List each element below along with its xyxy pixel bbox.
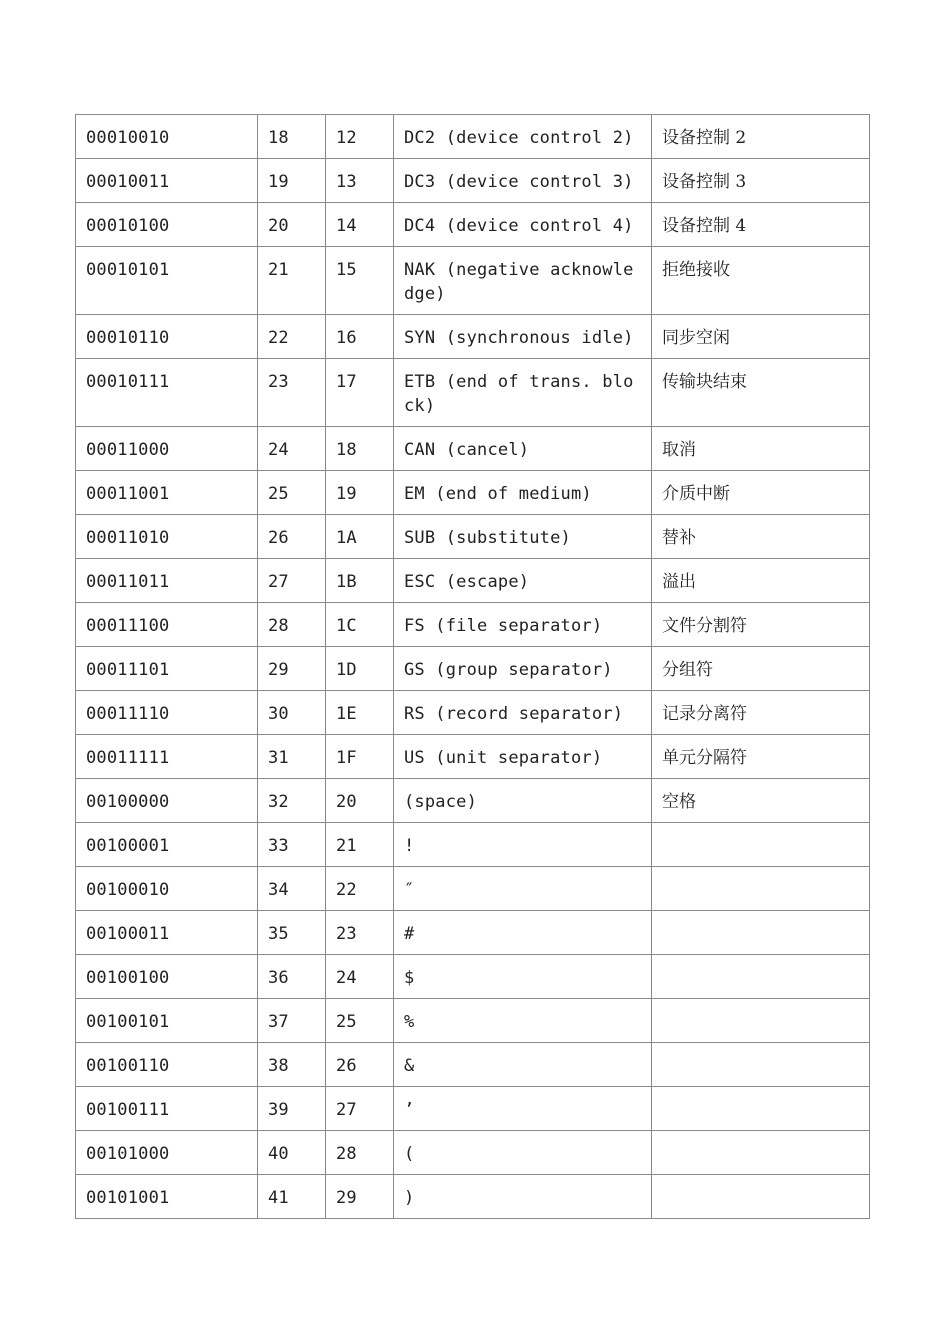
decimal-cell: 28 [258, 603, 326, 647]
table-row [76, 159, 870, 203]
chinese-description-cell: 设备控制 3 [652, 159, 870, 203]
description-cell: ESC (escape) [394, 559, 652, 603]
ascii-table [75, 114, 870, 1219]
binary-cell: 00011010 [76, 515, 258, 559]
table-row [76, 1175, 870, 1219]
binary-cell: 00100111 [76, 1087, 258, 1131]
description-cell: ’ [394, 1087, 652, 1131]
table-row [76, 823, 870, 867]
description-cell: GS (group separator) [394, 647, 652, 691]
hex-cell: 24 [326, 955, 394, 999]
binary-cell: 00101000 [76, 1131, 258, 1175]
table-row [76, 999, 870, 1043]
binary-cell: 00100010 [76, 867, 258, 911]
binary-cell: 00011001 [76, 471, 258, 515]
description-cell: ″ [394, 867, 652, 911]
binary-cell: 00011100 [76, 603, 258, 647]
decimal-cell: 33 [258, 823, 326, 867]
chinese-description-cell: 替补 [652, 515, 870, 559]
decimal-cell: 39 [258, 1087, 326, 1131]
hex-cell: 21 [326, 823, 394, 867]
description-cell: DC3 (device control 3) [394, 159, 652, 203]
hex-cell: 12 [326, 115, 394, 159]
chinese-description-cell: 取消 [652, 427, 870, 471]
binary-cell: 00011011 [76, 559, 258, 603]
binary-cell: 00010011 [76, 159, 258, 203]
decimal-cell: 30 [258, 691, 326, 735]
description-cell: ) [394, 1175, 652, 1219]
binary-cell: 00100110 [76, 1043, 258, 1087]
description-cell: % [394, 999, 652, 1043]
hex-cell: 14 [326, 203, 394, 247]
decimal-cell: 26 [258, 515, 326, 559]
chinese-description-cell: 拒绝接收 [652, 247, 870, 315]
hex-cell: 19 [326, 471, 394, 515]
decimal-cell: 27 [258, 559, 326, 603]
hex-cell: 27 [326, 1087, 394, 1131]
chinese-description-cell [652, 911, 870, 955]
binary-cell: 00010110 [76, 315, 258, 359]
table-row [76, 1043, 870, 1087]
chinese-description-cell: 单元分隔符 [652, 735, 870, 779]
hex-cell: 1B [326, 559, 394, 603]
table-row [76, 427, 870, 471]
chinese-description-cell: 同步空闲 [652, 315, 870, 359]
decimal-cell: 25 [258, 471, 326, 515]
binary-cell: 00010111 [76, 359, 258, 427]
table-row [76, 471, 870, 515]
hex-cell: 22 [326, 867, 394, 911]
binary-cell: 00010101 [76, 247, 258, 315]
table-row [76, 515, 870, 559]
chinese-description-cell: 传输块结束 [652, 359, 870, 427]
chinese-description-cell: 分组符 [652, 647, 870, 691]
binary-cell: 00100011 [76, 911, 258, 955]
decimal-cell: 35 [258, 911, 326, 955]
chinese-description-cell: 介质中断 [652, 471, 870, 515]
table-row [76, 779, 870, 823]
decimal-cell: 23 [258, 359, 326, 427]
table-row [76, 603, 870, 647]
binary-cell: 00100100 [76, 955, 258, 999]
chinese-description-cell: 文件分割符 [652, 603, 870, 647]
description-cell: US (unit separator) [394, 735, 652, 779]
binary-cell: 00011110 [76, 691, 258, 735]
hex-cell: 23 [326, 911, 394, 955]
description-cell: SUB (substitute) [394, 515, 652, 559]
binary-cell: 00010100 [76, 203, 258, 247]
chinese-description-cell [652, 823, 870, 867]
table-row [76, 359, 870, 427]
hex-cell: 20 [326, 779, 394, 823]
description-cell: FS (file separator) [394, 603, 652, 647]
chinese-description-cell [652, 1175, 870, 1219]
chinese-description-cell [652, 1043, 870, 1087]
decimal-cell: 32 [258, 779, 326, 823]
description-cell: EM (end of medium) [394, 471, 652, 515]
hex-cell: 16 [326, 315, 394, 359]
hex-cell: 1A [326, 515, 394, 559]
description-cell: (space) [394, 779, 652, 823]
table-row [76, 911, 870, 955]
chinese-description-cell: 溢出 [652, 559, 870, 603]
decimal-cell: 22 [258, 315, 326, 359]
hex-cell: 26 [326, 1043, 394, 1087]
decimal-cell: 36 [258, 955, 326, 999]
table-row [76, 1131, 870, 1175]
table-row [76, 1087, 870, 1131]
description-cell: CAN (cancel) [394, 427, 652, 471]
hex-cell: 29 [326, 1175, 394, 1219]
decimal-cell: 34 [258, 867, 326, 911]
table-row [76, 691, 870, 735]
chinese-description-cell [652, 1087, 870, 1131]
table-row [76, 115, 870, 159]
description-cell: # [394, 911, 652, 955]
chinese-description-cell: 空格 [652, 779, 870, 823]
hex-cell: 1C [326, 603, 394, 647]
chinese-description-cell: 记录分离符 [652, 691, 870, 735]
hex-cell: 25 [326, 999, 394, 1043]
chinese-description-cell [652, 867, 870, 911]
hex-cell: 15 [326, 247, 394, 315]
description-cell: NAK (negative acknowledge) [394, 247, 652, 315]
decimal-cell: 41 [258, 1175, 326, 1219]
description-cell: SYN (synchronous idle) [394, 315, 652, 359]
hex-cell: 1D [326, 647, 394, 691]
decimal-cell: 21 [258, 247, 326, 315]
description-cell: ! [394, 823, 652, 867]
hex-cell: 28 [326, 1131, 394, 1175]
chinese-description-cell: 设备控制 4 [652, 203, 870, 247]
ascii-table-body [76, 115, 870, 1219]
description-cell: & [394, 1043, 652, 1087]
chinese-description-cell [652, 999, 870, 1043]
table-row [76, 559, 870, 603]
description-cell: RS (record separator) [394, 691, 652, 735]
decimal-cell: 40 [258, 1131, 326, 1175]
chinese-description-cell [652, 955, 870, 999]
decimal-cell: 18 [258, 115, 326, 159]
decimal-cell: 20 [258, 203, 326, 247]
description-cell: ( [394, 1131, 652, 1175]
decimal-cell: 31 [258, 735, 326, 779]
binary-cell: 00100001 [76, 823, 258, 867]
binary-cell: 00101001 [76, 1175, 258, 1219]
decimal-cell: 19 [258, 159, 326, 203]
hex-cell: 18 [326, 427, 394, 471]
table-row [76, 247, 870, 315]
table-row [76, 647, 870, 691]
decimal-cell: 37 [258, 999, 326, 1043]
description-cell: ETB (end of trans. block) [394, 359, 652, 427]
chinese-description-cell [652, 1131, 870, 1175]
binary-cell: 00100000 [76, 779, 258, 823]
binary-cell: 00010010 [76, 115, 258, 159]
description-cell: $ [394, 955, 652, 999]
chinese-description-cell: 设备控制 2 [652, 115, 870, 159]
binary-cell: 00011101 [76, 647, 258, 691]
decimal-cell: 38 [258, 1043, 326, 1087]
description-cell: DC4 (device control 4) [394, 203, 652, 247]
decimal-cell: 29 [258, 647, 326, 691]
table-row [76, 203, 870, 247]
hex-cell: 1F [326, 735, 394, 779]
description-cell: DC2 (device control 2) [394, 115, 652, 159]
decimal-cell: 24 [258, 427, 326, 471]
hex-cell: 1E [326, 691, 394, 735]
hex-cell: 13 [326, 159, 394, 203]
table-row [76, 735, 870, 779]
table-row [76, 867, 870, 911]
binary-cell: 00011000 [76, 427, 258, 471]
hex-cell: 17 [326, 359, 394, 427]
binary-cell: 00100101 [76, 999, 258, 1043]
table-row [76, 955, 870, 999]
binary-cell: 00011111 [76, 735, 258, 779]
table-row [76, 315, 870, 359]
